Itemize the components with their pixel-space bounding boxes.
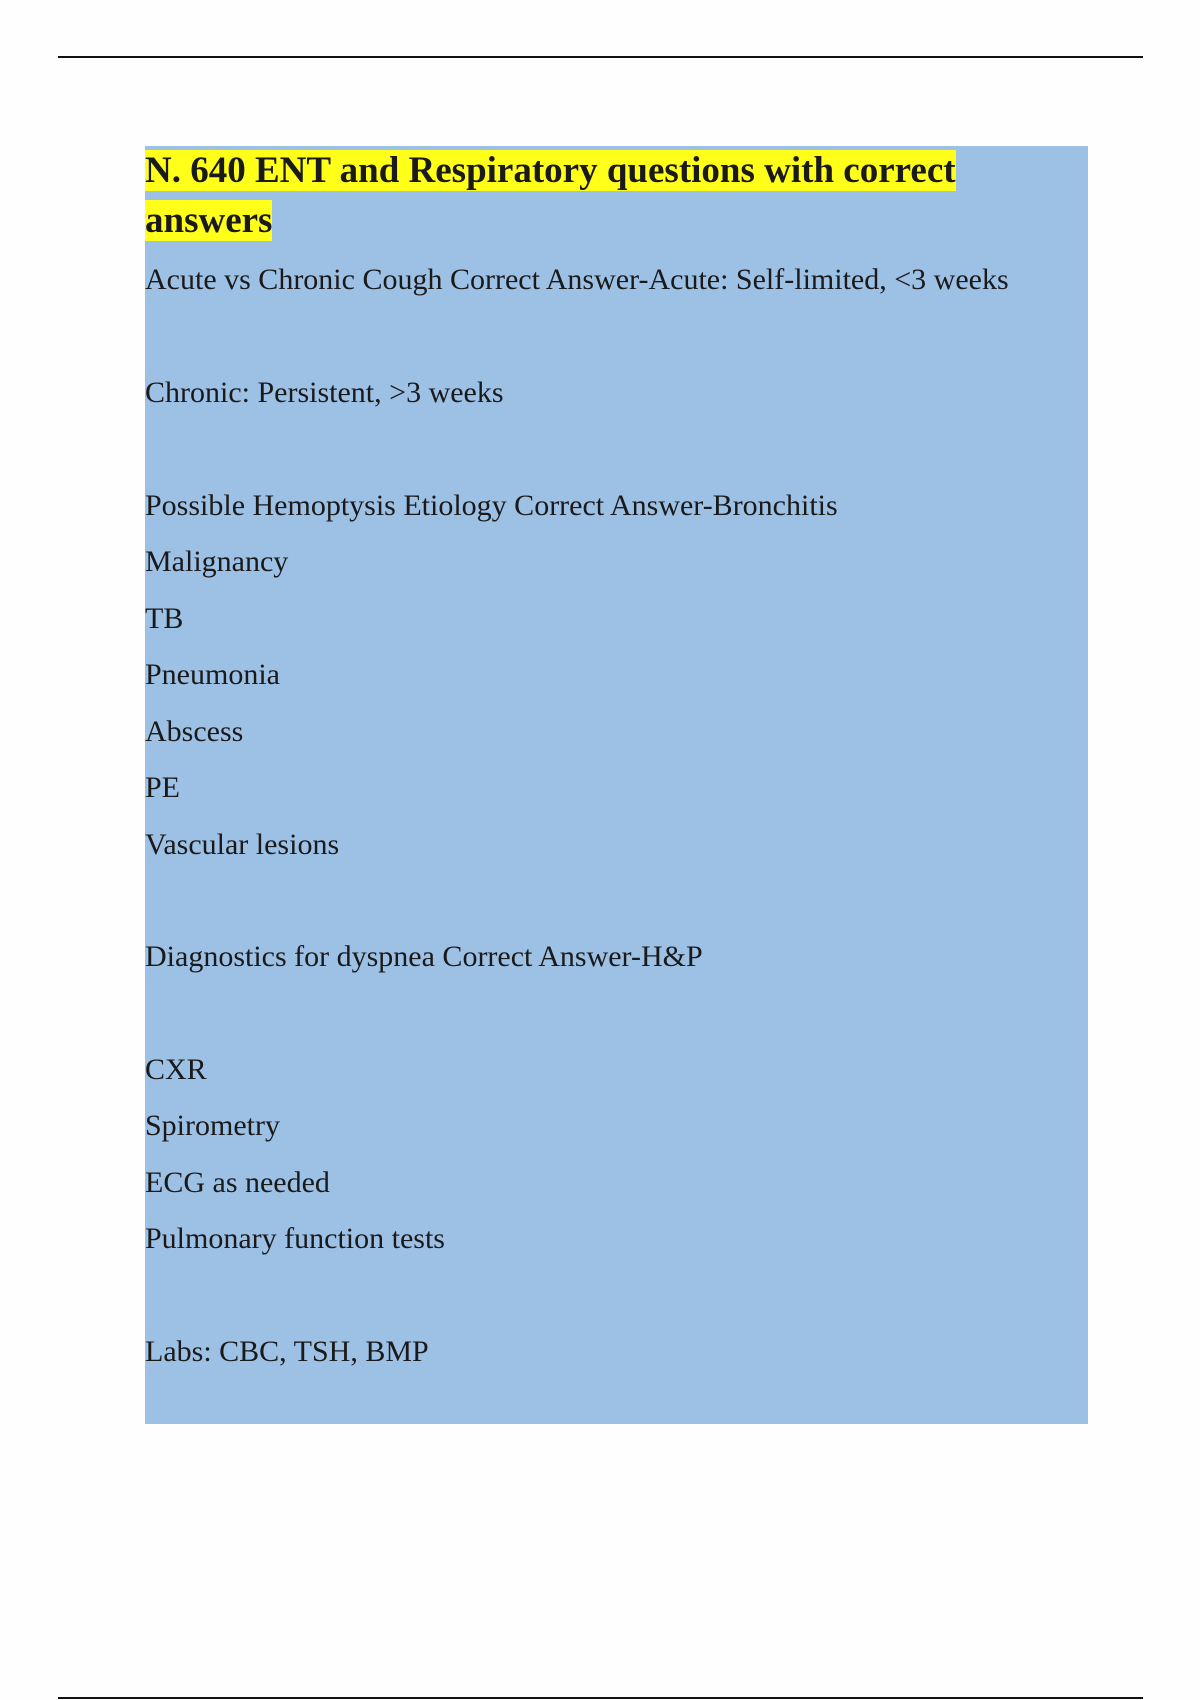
document-title-text: N. 640 ENT and Respiratory questions with correct answers <box>145 150 956 241</box>
text-line-pulmonary-function: Pulmonary function tests <box>145 1222 445 1255</box>
text-line-chronic: Chronic: Persistent, >3 weeks <box>145 376 504 409</box>
bottom-rule <box>58 1697 1143 1699</box>
text-line-abscess: Abscess <box>145 715 244 748</box>
text-line-malignancy: Malignancy <box>145 545 289 578</box>
text-line-dyspnea-diagnostics: Diagnostics for dyspnea Correct Answer-H&P <box>145 940 703 973</box>
text-line-pneumonia: Pneumonia <box>145 658 280 691</box>
text-line-cxr: CXR <box>145 1053 207 1086</box>
document-title <box>145 146 1088 246</box>
text-line-vascular-lesions: Vascular lesions <box>145 828 340 861</box>
text-line-acute-vs-chronic: Acute vs Chronic Cough Correct Answer-Acute: Self-limited, <3 weeks <box>145 263 1009 296</box>
text-line-pe: PE <box>145 771 181 804</box>
text-line-labs: Labs: CBC, TSH, BMP <box>145 1335 429 1368</box>
text-line-tb: TB <box>145 602 184 635</box>
text-line-spirometry: Spirometry <box>145 1109 280 1142</box>
text-line-hemoptysis: Possible Hemoptysis Etiology Correct Answer-Bronchitis <box>145 489 838 522</box>
text-line-ecg: ECG as needed <box>145 1166 330 1199</box>
top-rule <box>58 56 1143 58</box>
